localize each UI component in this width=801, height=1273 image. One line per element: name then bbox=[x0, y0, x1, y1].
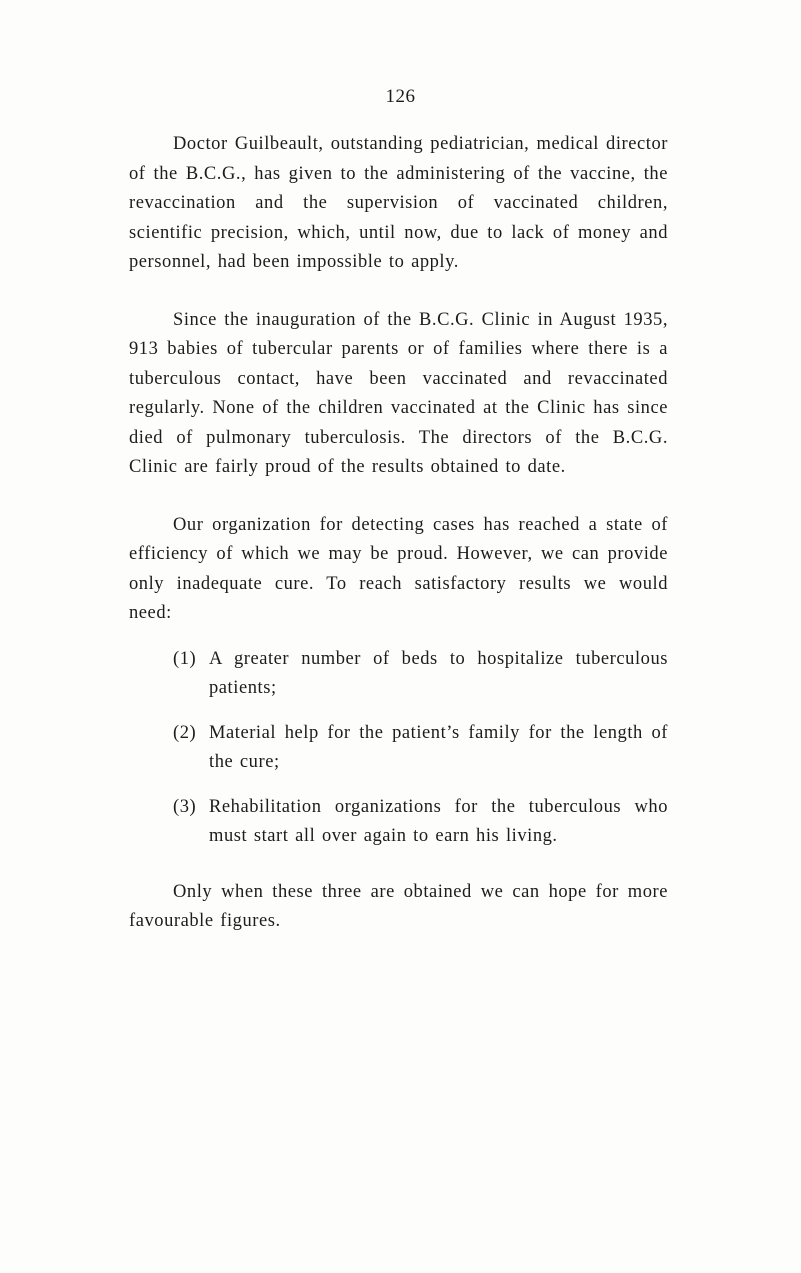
list-item bbox=[129, 719, 668, 778]
paragraph-closing: Only when these three are obtained we can hope for more favourable figures. bbox=[129, 881, 668, 931]
list-item bbox=[129, 645, 668, 704]
list-item-number: (3) bbox=[173, 796, 197, 817]
paragraph-organization: Our organization for detecting cases has reached a state of efficiency of which we may be proud. However, we can provide only inadequate cure. To reach satisfactory results we would need: bbox=[129, 514, 668, 623]
list-item-text: A greater number of beds to hospitalize tuberculous patients; bbox=[209, 648, 668, 698]
list-item bbox=[129, 793, 668, 852]
body-text bbox=[129, 130, 668, 937]
page-number: 126 bbox=[385, 86, 416, 107]
list-item-text: Material help for the patient’s family for the length of the cure; bbox=[209, 722, 668, 772]
needs-list bbox=[129, 645, 668, 852]
paragraph-bcg-clinic: Since the inauguration of the B.C.G. Clinic in August 1935, 913 babies of tubercular parents or of families where there is a tuberculous contact, have been vaccinated and revaccinated regularly. None of the children vaccinated at the Clinic has since died of pulmonary tuberculosis. The directors of the B.C.G. Clinic are fairly proud of the results obtained to date. bbox=[129, 309, 668, 477]
list-item-text: Rehabilitation organizations for the tuberculous who must start all over again to earn his living. bbox=[209, 796, 668, 846]
list-item-number: (1) bbox=[173, 648, 197, 669]
list-item-number: (2) bbox=[173, 722, 197, 743]
paragraph-guilbeault: Doctor Guilbeault, outstanding pediatrician, medical director of the B.C.G., has given to the administering of the vaccine, the revaccination and the supervision of vaccinated children, scientific precision, which, until now, due to lack of money and personnel, had been impossible to apply. bbox=[129, 134, 668, 272]
